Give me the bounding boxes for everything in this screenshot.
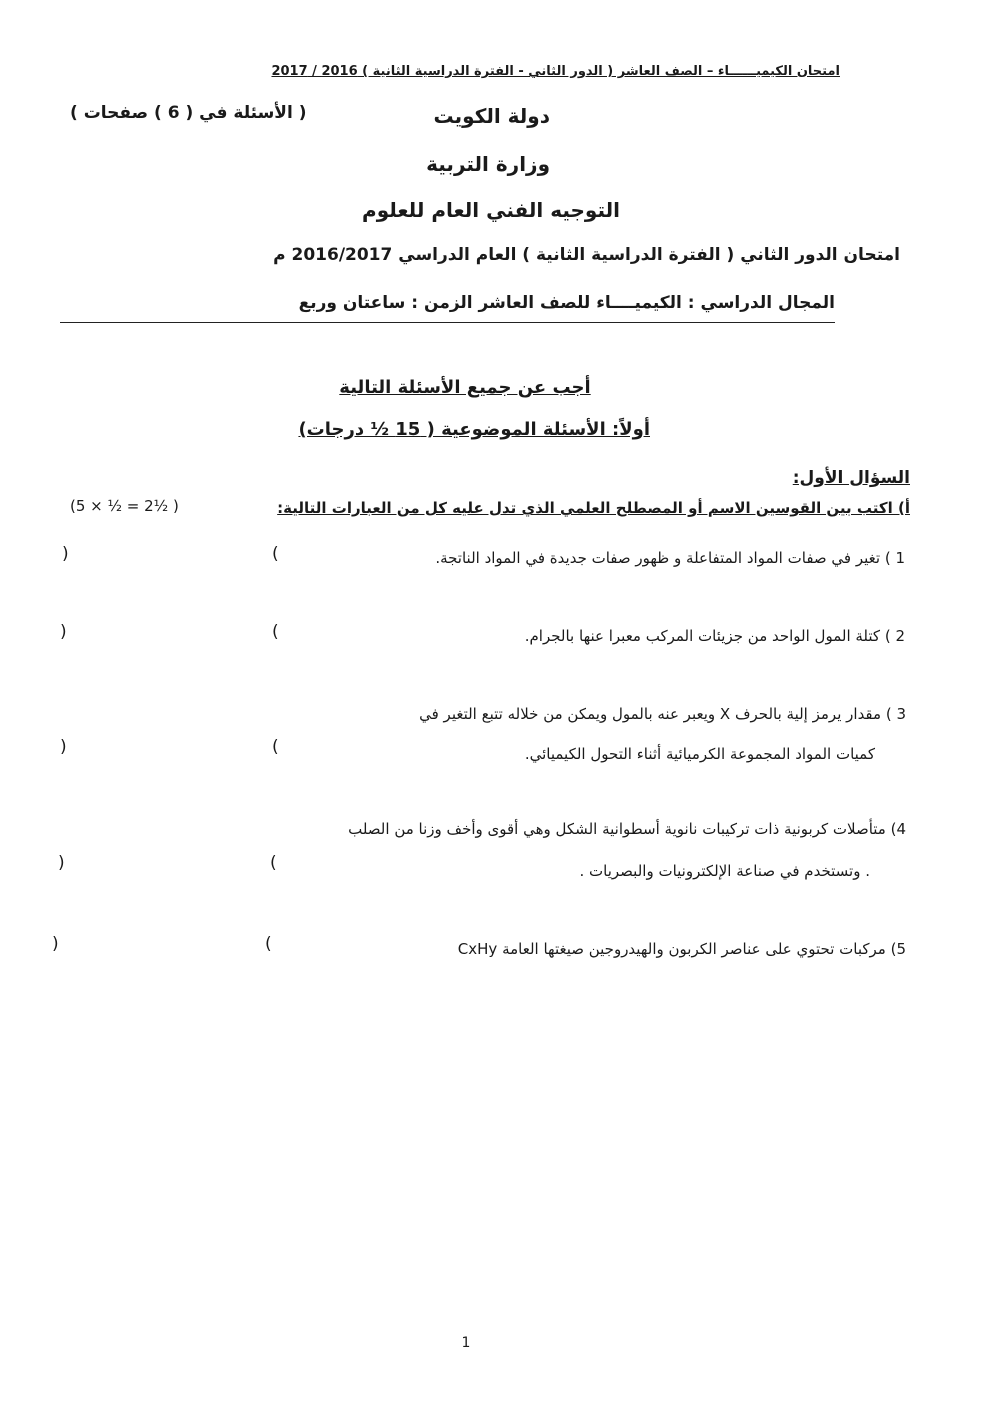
answer-open-paren: ( <box>272 622 279 642</box>
question-one-marks: (5 × ½ = 2½ ) <box>70 497 179 515</box>
answer-open-paren: ( <box>270 853 277 873</box>
question-one-instruction: أ) اكتب بين القوسين الاسم أو المصطلح العلمي الذي تدل عليه كل من العبارات التالية: <box>277 499 910 517</box>
ministry-name: وزارة التربية <box>426 152 550 176</box>
pages-note: ( الأسئلة في ( 6 ) صفحات ) <box>70 103 307 123</box>
page-number: 1 <box>461 1335 471 1351</box>
question-item: 4) متأصلات كربونية ذات تركيبات نانوية أسطوانية الشكل وهي أقوى وأخف وزنا من الصلب <box>348 820 906 838</box>
answer-close-paren: ) <box>62 544 69 564</box>
answer-close-paren: ) <box>60 737 67 757</box>
answer-close-paren: ) <box>58 853 65 873</box>
section-one-title: أولاً: الأسئلة الموضوعية ( 15 ½ درجات) <box>298 419 650 440</box>
question-item: 1 ) تغير في صفات المواد المتفاعلة و ظهور صفات جديدة في المواد الناتجة. <box>435 549 905 567</box>
exam-title-line: امتحان الدور الثاني ( الفترة الدراسية الثانية ) العام الدراسي 2016/2017 م <box>273 245 900 265</box>
question-item: 3 ) مقدار يرمز إلية بالحرف X ويعبر عنه بالمول ويمكن من خلاله تتبع التغير في <box>419 705 906 723</box>
answer-close-paren: ) <box>60 622 67 642</box>
question-item-continuation: . وتستخدم في صناعة الإلكترونيات والبصريات . <box>579 862 870 880</box>
question-item-continuation: كميات المواد المجموعة الكرميائية أثناء التحول الكيميائي. <box>524 745 875 763</box>
question-item: 5) مركبات تحتوي على عناصر الكربون والهيدروجين صيغتها العامة CxHy <box>457 940 906 958</box>
answer-close-paren: ) <box>52 934 59 954</box>
answer-open-paren: ( <box>272 737 279 757</box>
header-divider <box>60 322 835 323</box>
question-one-title: السؤال الأول: <box>792 468 910 488</box>
answer-open-paren: ( <box>272 544 279 564</box>
subject-time-line: المجال الدراسي : الكيميــــاء للصف العاشر الزمن : ساعتان وربع <box>298 293 835 313</box>
question-item: 2 ) كتلة المول الواحد من جزيئات المركب معبرا عنها بالجرام. <box>524 627 905 645</box>
state-name: دولة الكويت <box>433 104 550 128</box>
directorate-name: التوجيه الفني العام للعلوم <box>362 198 620 222</box>
exam-top-header: امتحان الكيميــــــاء – الصف العاشر ( الدور الثاني - الفترة الدراسية الثانية ) 2016 / 2017 <box>271 64 840 79</box>
answer-all-instruction: أجب عن جميع الأسئلة التالية <box>339 377 591 398</box>
answer-open-paren: ( <box>265 934 272 954</box>
